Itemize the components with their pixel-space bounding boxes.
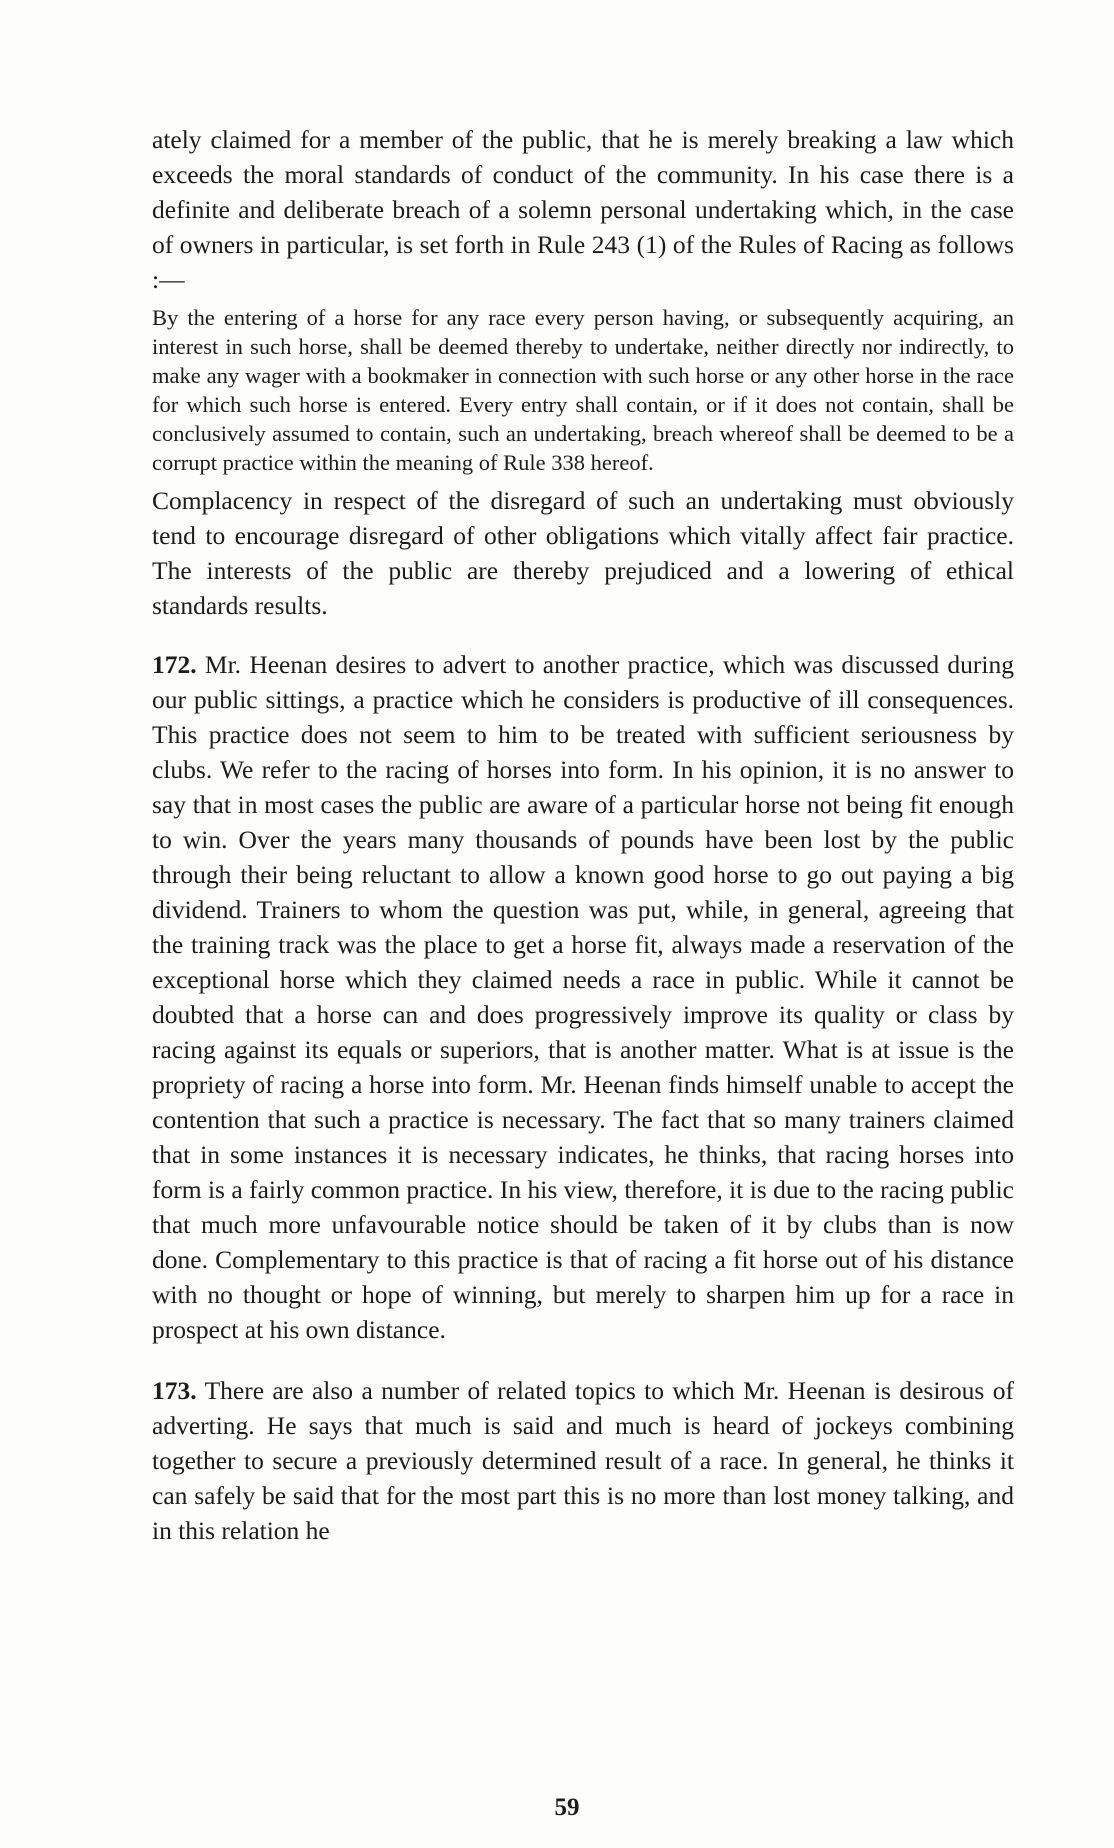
paragraph-text: Mr. Heenan desires to advert to another practice, which was discussed during our public sittings, a practice which he considers is productive of ill consequences. This practice does not seem to him to be treated with sufficient seriousness by clubs. We refer to the racing of horses into form. In his opinion, it is no answer to say that in most cases the public are aware of a particular horse not being fit enough to win. Over the years many thousands of pounds have been lost by the public through their being reluctant to allow a known good horse to go out paying a big dividend. Trainers to whom the question was put, while, in general, agreeing that the training track was the place to get a horse fit, always made a reservation of the exceptional horse which they claimed needs a race in public. While it cannot be doubted that a horse can and does progressively improve its quality or class by racing against its equals or superiors, that is another matter. What is at issue is the propriety of racing a horse into form. Mr. Heenan finds himself unable to accept the contention that such a practice is necessary. The fact that so many trainers claimed that in some instances it is necessary indicates, he thinks, that racing horses into form is a fairly common practice. In his view, therefore, it is due to the racing public that much more unfavourable notice should be taken of it by clubs than is now done. Complementary to this practice is that of racing a fit horse out of his distance with no thought or hope of winning, but merely to sharpen him up for a race in prospect at his own distance. <box>152 650 1014 1344</box>
paragraph-number: 172. <box>152 650 197 679</box>
paragraph-text: There are also a number of related topics to which Mr. Heenan is desirous of adverting. He says that much is said and much is heard of jockeys combining together to secure a previously determined result of a race. In general, he thinks it can safely be said that for the most part this is no more than lost money talking, and in this relation he <box>152 1376 1014 1545</box>
paragraph-173 <box>152 1373 1014 1548</box>
paragraph-number: 173. <box>152 1376 197 1405</box>
rule-quotation: By the entering of a horse for any race every person having, or subsequently acquiring, an interest in such horse, shall be deemed thereby to undertake, neither directly nor indirectly, to make any wager with a bookmaker in connection with such horse or any other horse in the race for which such horse is entered. Every entry shall contain, or if it does not contain, shall be conclusively assumed to contain, such an undertaking, breach whereof shall be deemed to be a corrupt practice within the meaning of Rule 338 hereof. <box>152 305 1014 475</box>
paragraph-continuation: ately claimed for a member of the public, that he is merely breaking a law which exceeds the moral standards of conduct of the community. In his case there is a definite and deliberate breach of a solemn personal undertaking which, in the case of owners in particular, is set forth in Rule 243 (1) of the Rules of Racing as follows :— <box>152 125 1014 294</box>
page-number <box>0 1794 1114 1822</box>
paragraph-172 <box>152 647 1014 1347</box>
page-number-value: 59 <box>554 1794 580 1821</box>
body-text <box>152 122 1014 1548</box>
paragraph-complacency: Complacency in respect of the disregard of such an undertaking must obviously tend to encourage disregard of other obligations which vitally affect fair practice. The interests of the public are thereby prejudiced and a lowering of ethical standards results. <box>152 486 1014 620</box>
